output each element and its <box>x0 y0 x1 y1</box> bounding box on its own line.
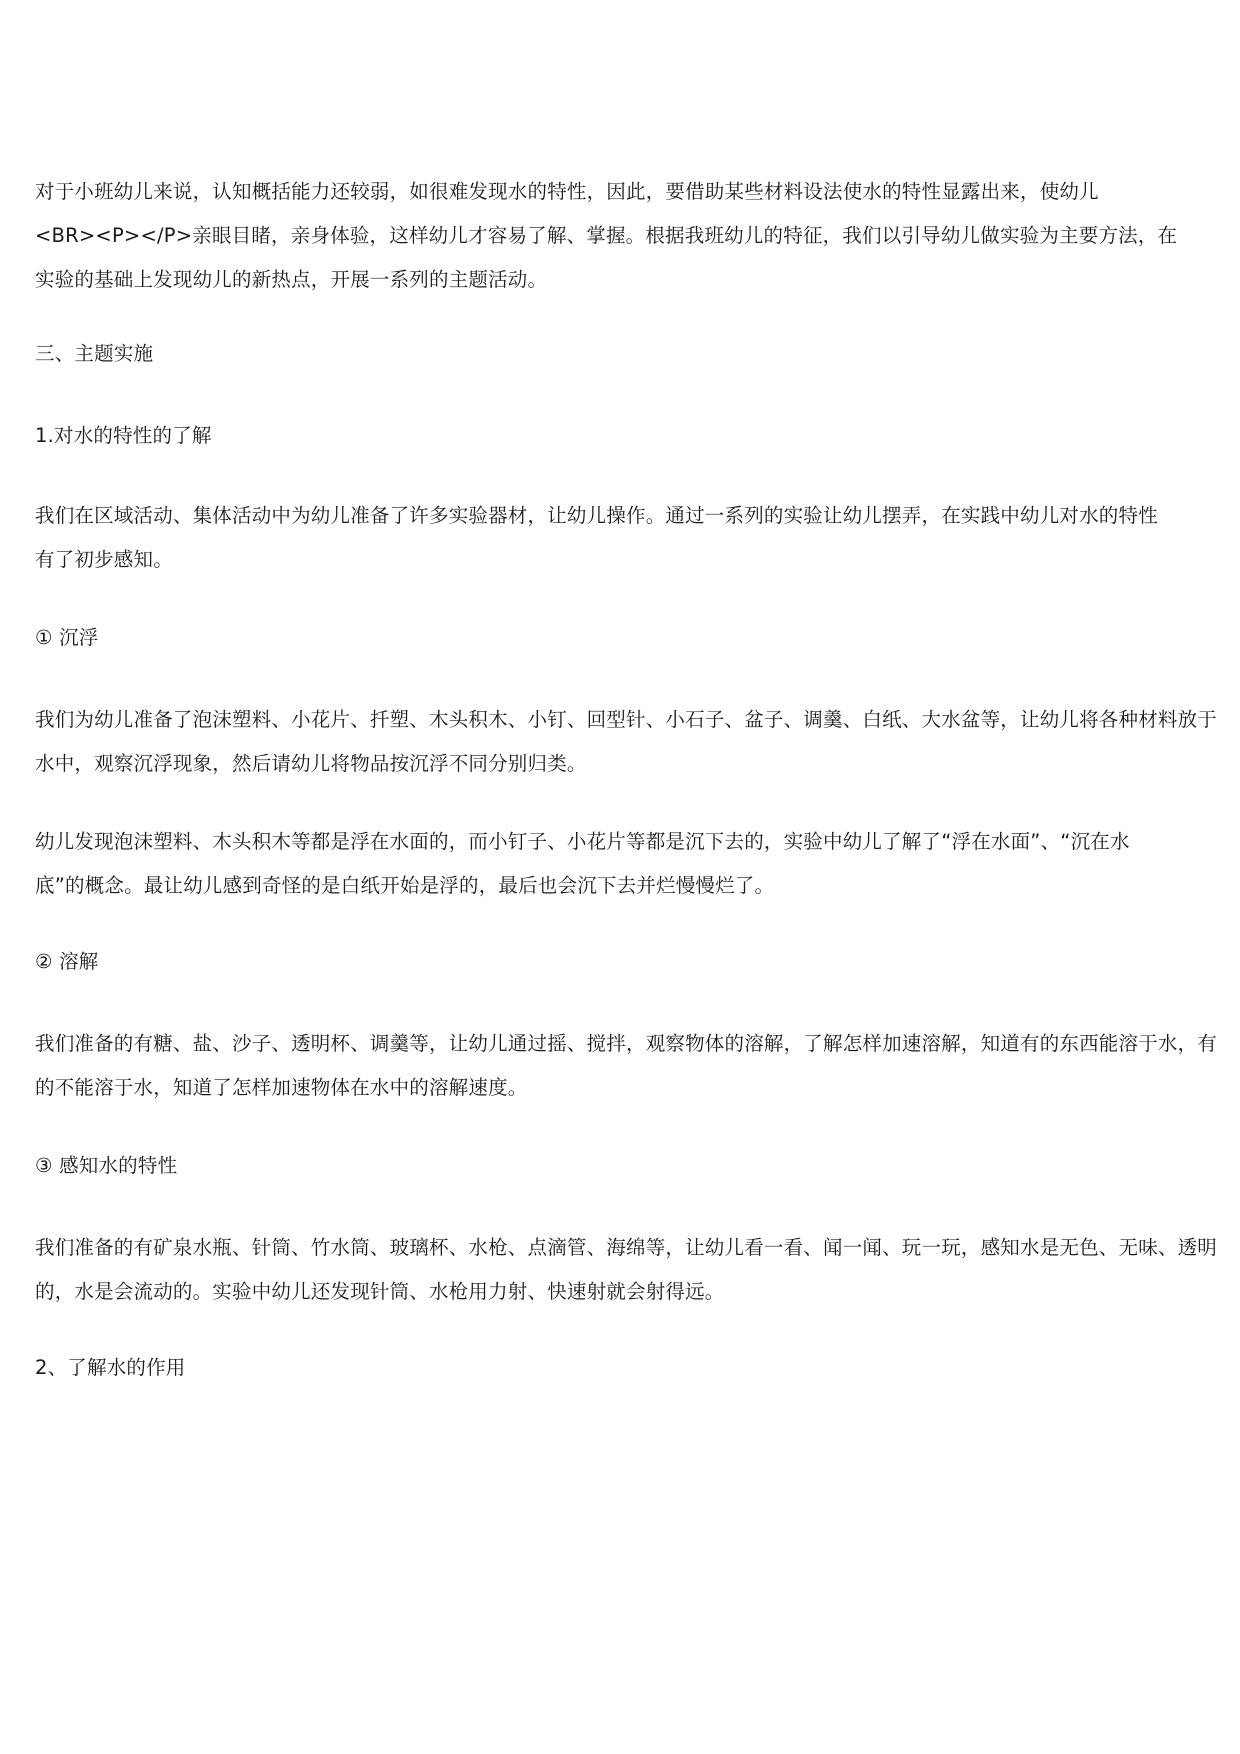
paragraph-experiments <box>35 494 1205 582</box>
paragraph-intro <box>35 170 1205 302</box>
subsection-heading-2: 2、了解水的作用 <box>35 1356 186 1379</box>
paragraph-line: 幼儿发现泡沫塑料、木头积木等都是浮在水面的，而小钉子、小花片等都是沉下去的，实验中幼儿了解了“浮在水面”、“沉在水 <box>35 830 1130 853</box>
paragraph-line: 我们在区域活动、集体活动中为幼儿准备了许多实验器材，让幼儿操作。通过一系列的实验让幼儿摆弄，在实践中幼儿对水的特性 <box>35 504 1158 527</box>
section-heading-3: 三、主题实施 <box>35 342 154 365</box>
item-heading-dissolve: ② 溶解 <box>35 950 99 973</box>
paragraph-line: 底”的概念。最让幼儿感到奇怪的是白纸开始是浮的，最后也会沉下去并烂慢慢烂了。 <box>35 874 775 897</box>
paragraph-line: 有了初步感知。 <box>35 548 173 571</box>
paragraph-line: 我们为幼儿准备了泡沫塑料、小花片、扦塑、木头积木、小钉、回型针、小石子、盆子、调羹、白纸、大水盆等，让幼儿将各种材料放于 <box>35 708 1218 731</box>
paragraph-line: 我们准备的有糖、盐、沙子、透明杯、调羹等，让幼儿通过摇、搅拌，观察物体的溶解，了解怎样加速溶解，知道有的东西能溶于水，有 <box>35 1032 1218 1055</box>
paragraph-perceive <box>35 1226 1218 1314</box>
paragraph-dissolve <box>35 1022 1218 1110</box>
paragraph-line: 实验的基础上发现幼儿的新热点，开展一系列的主题活动。 <box>35 268 548 291</box>
item-heading-sink-float: ① 沉浮 <box>35 626 99 649</box>
paragraph-line: 水中，观察沉浮现象，然后请幼儿将物品按沉浮不同分别归类。 <box>35 752 587 775</box>
paragraph-line: <BR><P></P>亲眼目睹，亲身体验，这样幼儿才容易了解、掌握。根据我班幼儿的特征，我们以引导幼儿做实验为主要方法，在 <box>35 224 1178 247</box>
item-heading-perceive: ③ 感知水的特性 <box>35 1154 178 1177</box>
subsection-heading-1: 1.对水的特性的了解 <box>35 424 212 447</box>
paragraph-line: 的不能溶于水，知道了怎样加速物体在水中的溶解速度。 <box>35 1076 528 1099</box>
paragraph-line: 对于小班幼儿来说，认知概括能力还较弱，如很难发现水的特性，因此，要借助某些材料设法使水的特性显露出来，使幼儿 <box>35 180 1099 203</box>
paragraph-findings <box>35 820 1205 908</box>
paragraph-line: 我们准备的有矿泉水瓶、针筒、竹水筒、玻璃杯、水枪、点滴管、海绵等，让幼儿看一看、闻一闻、玩一玩，感知水是无色、无味、透明 <box>35 1236 1218 1259</box>
paragraph-line: 的，水是会流动的。实验中幼儿还发现针筒、水枪用力射、快速射就会射得远。 <box>35 1280 725 1303</box>
paragraph-materials <box>35 698 1218 786</box>
